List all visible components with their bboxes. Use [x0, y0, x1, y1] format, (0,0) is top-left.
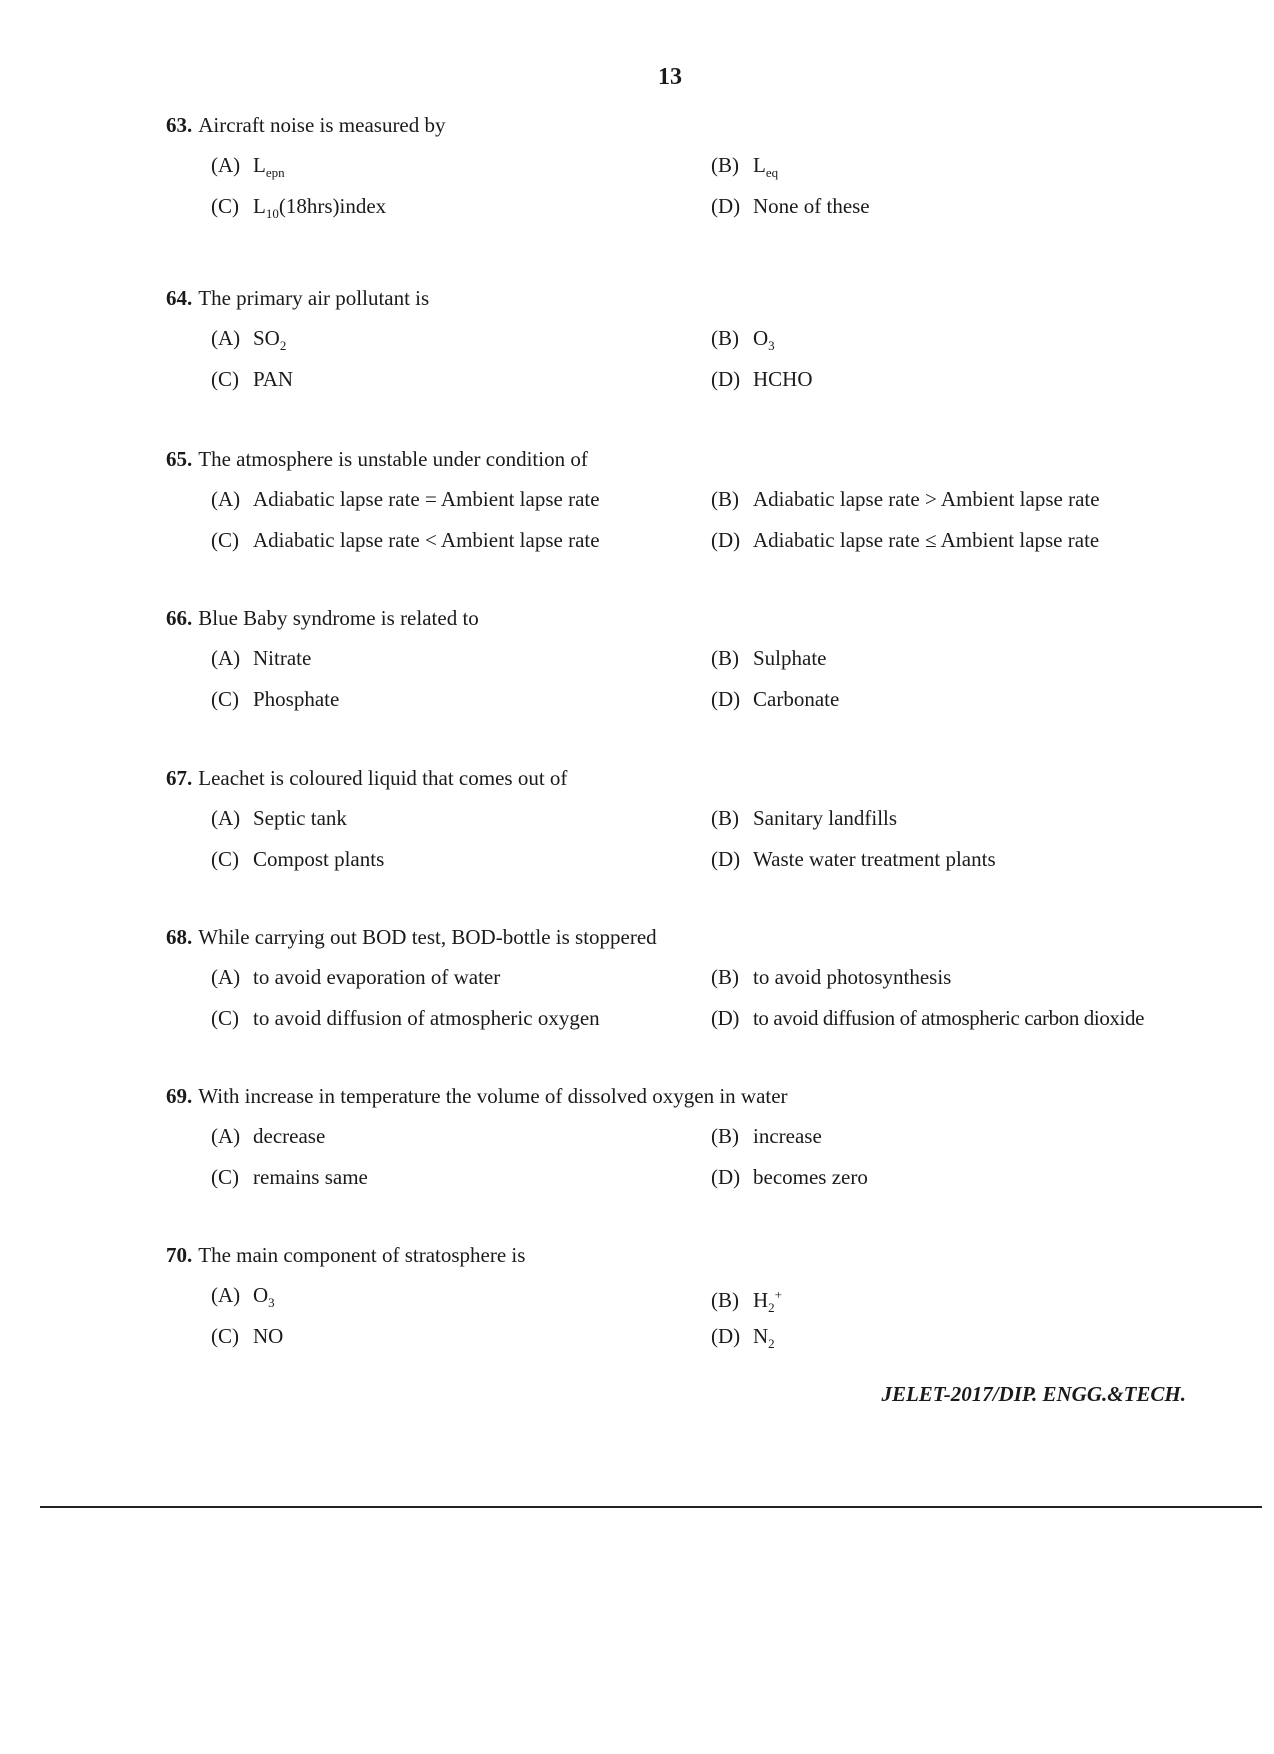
option-c[interactable]: (C) Adiabatic lapse rate < Ambient lapse rate	[211, 528, 600, 552]
question-stem: Blue Baby syndrome is related to	[198, 606, 479, 630]
option-c[interactable]: (C) NO	[211, 1324, 284, 1348]
question-number: 66.	[166, 606, 193, 630]
question-stem: Aircraft noise is measured by	[198, 113, 446, 137]
footer-exam-code: JELET-2017/DIP. ENGG.&TECH.	[881, 1382, 1186, 1406]
option-d[interactable]: (D) $N_2$	[711, 1324, 775, 1352]
question-number: 64.	[166, 286, 193, 310]
question-stem: With increase in temperature the volume of dissolved oxygen in water	[198, 1084, 788, 1108]
question-text	[166, 924, 1216, 950]
option-c[interactable]: (C) $L_{10}(18hrs)index$	[211, 194, 387, 222]
option-d[interactable]: (D) Adiabatic lapse rate ≤ Ambient lapse rate	[711, 528, 1100, 552]
question-68	[166, 924, 1216, 1030]
question-stem: Leachet is coloured liquid that comes out of	[198, 766, 568, 790]
option-a[interactable]: (A) Nitrate	[211, 646, 312, 670]
question-text	[166, 285, 1216, 311]
option-b[interactable]: (B) Sulphate	[711, 646, 827, 670]
option-d[interactable]: (D) to avoid diffusion of atmospheric carbon dioxide	[711, 1006, 1144, 1030]
question-63	[166, 112, 1216, 222]
option-c[interactable]: (C) remains same	[211, 1165, 368, 1189]
option-a[interactable]: (A) $SO_2$	[211, 326, 287, 354]
option-a[interactable]: (A) to avoid evaporation of water	[211, 965, 501, 989]
option-d[interactable]: (D) None of these	[711, 194, 870, 218]
question-66	[166, 605, 1216, 711]
question-number: 65.	[166, 447, 193, 471]
option-b[interactable]: (B) to avoid photosynthesis	[711, 965, 952, 989]
question-number: 63.	[166, 113, 193, 137]
option-a[interactable]: (A) Septic tank	[211, 806, 347, 830]
option-a[interactable]: (A) Adiabatic lapse rate = Ambient lapse rate	[211, 487, 600, 511]
question-text	[166, 605, 1216, 631]
question-69	[166, 1083, 1216, 1189]
question-stem: While carrying out BOD test, BOD-bottle is stoppered	[198, 925, 657, 949]
question-stem: The atmosphere is unstable under condition of	[198, 447, 588, 471]
question-67	[166, 765, 1216, 871]
question-text	[166, 765, 1216, 791]
option-b[interactable]: (B) $O_3$	[711, 326, 775, 354]
question-65	[166, 446, 1216, 552]
question-64	[166, 285, 1216, 391]
option-c[interactable]: (C) to avoid diffusion of atmospheric oxygen	[211, 1006, 600, 1030]
question-text	[166, 112, 1216, 138]
option-b[interactable]: (B) Adiabatic lapse rate > Ambient lapse rate	[711, 487, 1100, 511]
question-text	[166, 1083, 1216, 1109]
option-d[interactable]: (D) HCHO	[711, 367, 813, 391]
question-number: 68.	[166, 925, 193, 949]
question-text	[166, 1242, 1216, 1268]
option-d[interactable]: (D) becomes zero	[711, 1165, 868, 1189]
option-c[interactable]: (C) Compost plants	[211, 847, 385, 871]
page-number: 13	[658, 64, 682, 90]
option-b[interactable]: (B) $H_2^+$	[711, 1287, 783, 1316]
question-text	[166, 446, 1216, 472]
question-stem: The main component of stratosphere is	[198, 1243, 526, 1267]
option-b[interactable]: (B) Sanitary landfills	[711, 806, 898, 830]
option-d[interactable]: (D) Waste water treatment plants	[711, 847, 996, 871]
option-b[interactable]: (B) increase	[711, 1124, 822, 1148]
question-number: 67.	[166, 766, 193, 790]
question-number: 70.	[166, 1243, 193, 1267]
question-70	[166, 1242, 1216, 1352]
option-d[interactable]: (D) Carbonate	[711, 687, 840, 711]
question-stem: The primary air pollutant is	[198, 286, 430, 310]
option-a[interactable]: (A) decrease	[211, 1124, 326, 1148]
option-c[interactable]: (C) Phosphate	[211, 687, 340, 711]
option-a[interactable]: (A) $L_{epn}$	[211, 153, 285, 181]
option-c[interactable]: (C) PAN	[211, 367, 294, 391]
bottom-rule	[40, 1506, 1262, 1508]
question-number: 69.	[166, 1084, 193, 1108]
option-b[interactable]: (B) $L_{eq}$	[711, 153, 779, 181]
option-a[interactable]: (A) $O_3$	[211, 1283, 275, 1311]
